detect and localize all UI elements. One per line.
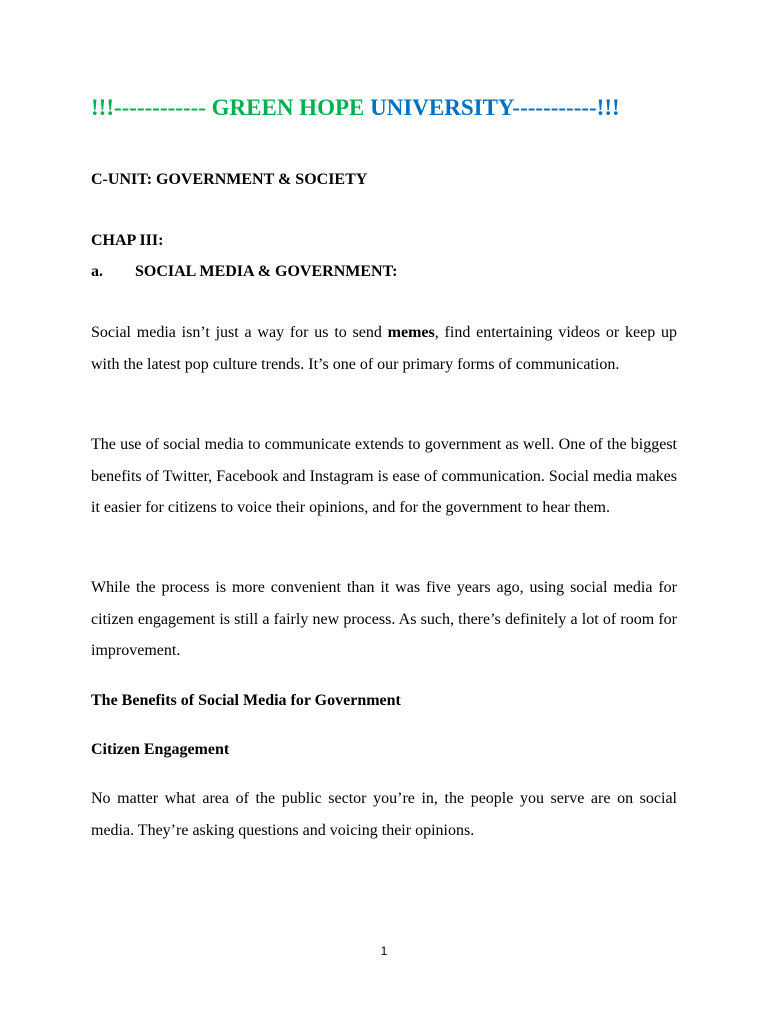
paragraph-1-start: Social media isn’t just a way for us to send xyxy=(91,324,388,341)
title-blue-text: UNIVERSITY xyxy=(370,95,513,120)
document-title xyxy=(91,93,691,123)
chapter-heading: CHAP III: xyxy=(91,232,164,249)
subheading-benefits: The Benefits of Social Media for Government xyxy=(91,692,401,709)
paragraph-3: While the process is more convenient than it was five years ago, using social media for citizen engagement is still a fairly new process. As such, there’s definitely a lot of room for improvement. xyxy=(91,579,677,659)
paragraph-4: No matter what area of the public sector you’re in, the people you serve are on social media. They’re asking questions and voicing their opinions. xyxy=(91,790,677,839)
section-heading xyxy=(91,262,397,282)
paragraph-1-end: , find entertaining videos or keep up with the latest pop culture trends. It’s one of our primary forms of communication. xyxy=(91,324,677,373)
title-prefix: !!!------------ xyxy=(91,95,212,120)
subheading-citizen-engagement: Citizen Engagement xyxy=(91,741,230,758)
section-title: SOCIAL MEDIA & GOVERNMENT: xyxy=(135,263,398,280)
paragraph-2: The use of social media to communicate extends to government as well. One of the biggest benefits of Twitter, Facebook and Instagram is ease of communication. Social media makes it easier for citizens to voice their opinions, and for the government to hear them. xyxy=(91,436,677,516)
title-suffix: -----------!!! xyxy=(512,95,620,120)
section-number: a. xyxy=(91,263,103,280)
paragraph-1-bold-word: memes xyxy=(387,324,435,341)
paragraph-1 xyxy=(91,317,677,380)
title-green-text: GREEN HOPE xyxy=(211,95,371,120)
page-number: 1 xyxy=(380,944,388,958)
unit-heading: C-UNIT: GOVERNMENT & SOCIETY xyxy=(91,171,368,188)
